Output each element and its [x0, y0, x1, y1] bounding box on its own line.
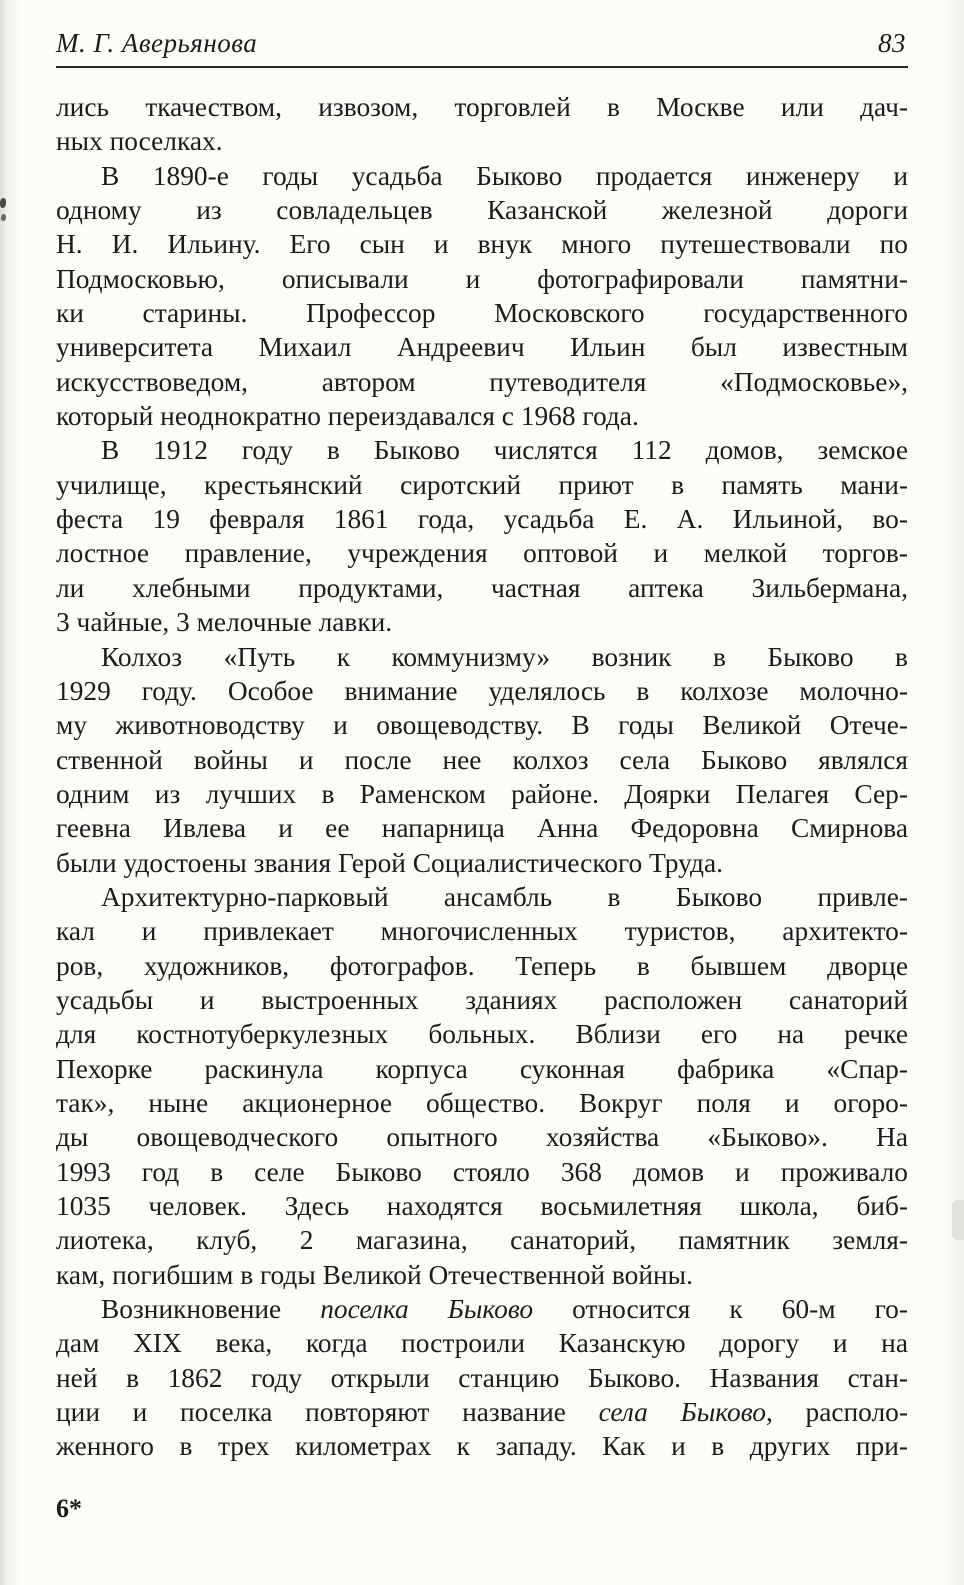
text-line: который неоднократно переиздавался с 1968 года.	[56, 401, 639, 432]
paragraph	[56, 880, 908, 1292]
paragraph	[56, 90, 908, 159]
text-line: Архитектурно-парковый ансамбль в Быково привле-	[101, 881, 908, 912]
paragraph	[56, 159, 908, 434]
text-line: 1929 году. Особое внимание уделялось в колхозе молочно-	[56, 675, 908, 706]
italic-phrase: поселка Быково	[320, 1294, 534, 1325]
text-line: кам, погибшим в годы Великой Отечественной войны.	[56, 1259, 693, 1290]
running-header	[56, 28, 908, 59]
text-line: Пехорке раскинула корпуса суконная фабрика «Спар-	[56, 1053, 908, 1084]
text-line: одному из совладельцев Казанской железной дороги	[56, 195, 908, 226]
printer-signature-mark: 6*	[56, 1494, 82, 1523]
text-line: ных поселках.	[56, 126, 223, 157]
text-line: 1993 год в селе Быково стояло 368 домов и проживало	[56, 1156, 908, 1187]
text-line: для костнотуберкулезных больных. Вблизи его на речке	[56, 1019, 908, 1050]
page-number: 83	[878, 28, 906, 58]
text-segment: Возникновение	[101, 1294, 321, 1325]
text-line: ственной войны и после нее колхоз села Быково являлся	[56, 744, 908, 775]
scan-speck	[0, 198, 6, 208]
text-line: ров, художников, фотографов. Теперь в бывшем дворце	[56, 950, 908, 981]
text-line: дам XIX века, когда построили Казанскую дорогу и на	[56, 1328, 908, 1359]
text-line: феста 19 февраля 1861 года, усадьба Е. А. Ильиной, во-	[56, 504, 908, 535]
scan-speck	[1, 214, 6, 221]
text-line: университета Михаил Андреевич Ильин был известным	[56, 332, 908, 363]
page-content	[56, 28, 908, 1464]
text-segment: ции и поселка повторяют название	[56, 1397, 599, 1428]
text-segment: , располо-	[765, 1397, 908, 1428]
text-line: Колхоз «Путь к коммунизму» возник в Быково в	[101, 641, 908, 672]
italic-phrase: села Быково	[598, 1397, 766, 1428]
text-line: ней в 1862 году открыли станцию Быково. Названия стан-	[56, 1362, 908, 1393]
paragraph	[56, 433, 908, 639]
text-line: 3 чайные, 3 мелочные лавки.	[56, 607, 393, 638]
text-line: так», ныне акционерное общество. Вокруг поля и огоро-	[56, 1087, 908, 1118]
text-line: были удостоены звания Герой Социалистического Труда.	[56, 847, 723, 878]
text-line: геевна Ивлева и ее напарница Анна Федоровна Смирнова	[56, 813, 908, 844]
text-line	[56, 1395, 908, 1429]
text-line: В 1890-е годы усадьба Быково продается инженеру и	[101, 160, 908, 191]
text-line: лостное правление, учреждения оптовой и мелкой торгов-	[56, 538, 908, 569]
text-line: 1035 человек. Здесь находятся восьмилетняя школа, биб-	[56, 1191, 908, 1221]
text-line: му животноводству и овощеводству. В годы Великой Отече-	[56, 710, 908, 741]
text-line: женного в трех километрах к западу. Как и в других при-	[56, 1431, 908, 1462]
text-line: В 1912 году в Быково числятся 112 домов, земское	[101, 435, 908, 466]
text-segment: относится к 60-м го-	[533, 1294, 908, 1325]
scan-smudge	[952, 1200, 964, 1240]
text-line: ки старины. Профессор Московского государственного	[56, 298, 908, 329]
paragraph	[56, 1292, 908, 1464]
text-line: Н. И. Ильину. Его сын и внук много путешествовали по	[56, 229, 908, 260]
text-line: кал и привлекает многочисленных туристов, архитекто-	[56, 916, 908, 947]
text-line	[56, 1292, 908, 1326]
author-name: М. Г. Аверьянова	[56, 28, 258, 58]
text-line: ли хлебными продуктами, частная аптека Зильбермана,	[56, 572, 908, 603]
text-line: лиотека, клуб, 2 магазина, санаторий, памятник земля-	[56, 1225, 908, 1256]
text-line: Подмосковью, описывали и фотографировали памятни-	[56, 263, 908, 294]
paragraph	[56, 640, 908, 880]
text-line: училище, крестьянский сиротский приют в память мани-	[56, 469, 908, 500]
header-rule	[56, 66, 908, 68]
text-line: усадьбы и выстроенных зданиях расположен санаторий	[56, 984, 908, 1015]
text-line: лись ткачеством, извозом, торговлей в Москве или дач-	[56, 92, 908, 122]
text-line: искусствоведом, автором путеводителя «Подмосковье»,	[56, 366, 908, 397]
page-body	[56, 90, 908, 1464]
text-line: одним из лучших в Раменском районе. Доярки Пелагея Сер-	[56, 778, 908, 809]
text-line: ды овощеводческого опытного хозяйства «Быково». На	[56, 1122, 908, 1153]
